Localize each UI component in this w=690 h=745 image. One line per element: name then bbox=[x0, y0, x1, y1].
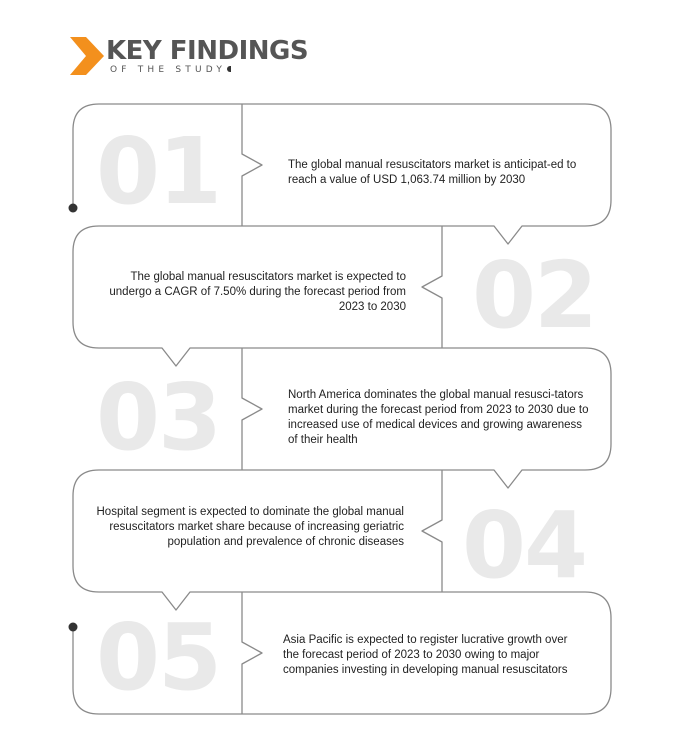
finding-number-04: 04 bbox=[461, 492, 587, 599]
finding-number-01: 01 bbox=[95, 118, 221, 225]
finding-number-03: 03 bbox=[95, 364, 221, 471]
page-title: KEY FINDINGS bbox=[106, 36, 309, 66]
finding-text-05: Asia Pacific is expected to register lucrative growth over the forecast period of 2023 to 2030 owing to major companies investing in developing manual resuscitators bbox=[283, 634, 568, 676]
connector-dot bbox=[69, 204, 78, 213]
finding-number-02: 02 bbox=[471, 242, 597, 349]
finding-text-03: North America dominates the global manual resusci-tators market during the forecast period from 2023 to 2030 due to increased use of medical devices and growing awareness of their health bbox=[288, 389, 589, 446]
connector-dot bbox=[69, 623, 78, 632]
finding-text-02: The global manual resuscitators market is expected to undergo a CAGR of 7.50% during the forecast period from 2023 to 2030 bbox=[109, 271, 406, 313]
finding-text-01: The global manual resuscitators market is anticipat-ed to reach a value of USD 1,063.74 million by 2030 bbox=[288, 159, 577, 186]
page-subtitle: OF THE STUDY bbox=[110, 65, 231, 75]
finding-text-04: Hospital segment is expected to dominate the global manual resuscitators market share because of increasing geriatric population and prevalence of chronic diseases bbox=[96, 506, 404, 548]
finding-number-05: 05 bbox=[95, 604, 221, 711]
